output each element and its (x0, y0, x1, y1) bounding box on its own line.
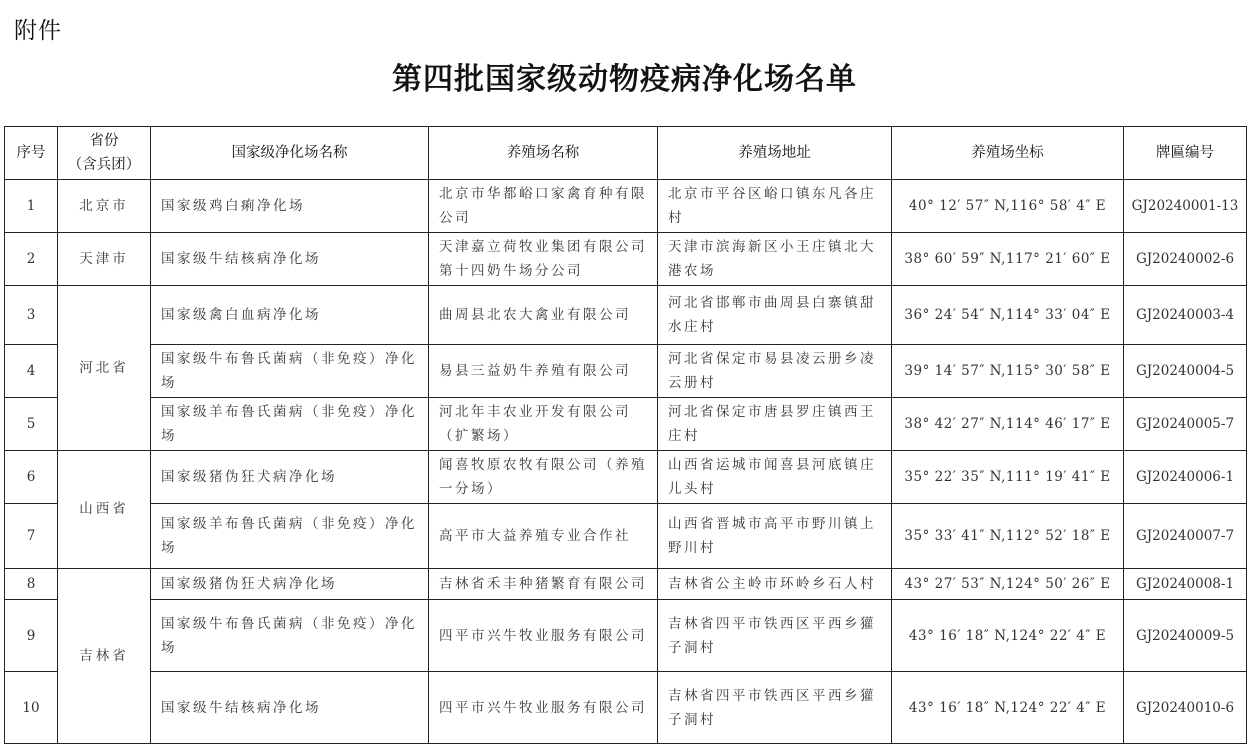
address-cell: 天津市滨海新区小王庄镇北大港农场 (658, 233, 892, 286)
coordinates-cell: 43° 16′ 18″ N,124° 22′ 4″ E (892, 600, 1124, 672)
table-row (5, 345, 1247, 398)
plate-no-cell: GJ20240006-1 (1124, 451, 1247, 504)
coordinates-cell: 43° 27′ 53″ N,124° 50′ 26″ E (892, 569, 1124, 600)
coordinates-cell: 35° 33′ 41″ N,112° 52′ 18″ E (892, 504, 1124, 569)
farm-title-cell: 国家级猪伪狂犬病净化场 (151, 451, 429, 504)
province-cell: 吉林省 (58, 569, 151, 744)
plate-no-cell: GJ20240004-5 (1124, 345, 1247, 398)
coordinates-cell: 38° 42′ 27″ N,114° 46′ 17″ E (892, 398, 1124, 451)
table-row (5, 180, 1247, 233)
farm-title-cell: 国家级牛布鲁氏菌病（非免疫）净化场 (151, 600, 429, 672)
coordinates-cell: 43° 16′ 18″ N,124° 22′ 4″ E (892, 672, 1124, 744)
address-cell: 山西省运城市闻喜县河底镇庄儿头村 (658, 451, 892, 504)
header-province (58, 127, 151, 180)
farm-title-cell: 国家级牛结核病净化场 (151, 672, 429, 744)
row-index: 4 (5, 345, 58, 398)
plate-no-cell: GJ20240007-7 (1124, 504, 1247, 569)
address-cell: 河北省邯郸市曲周县白寨镇甜水庄村 (658, 286, 892, 345)
province-cell: 河北省 (58, 286, 151, 451)
row-index: 9 (5, 600, 58, 672)
row-index: 5 (5, 398, 58, 451)
address-cell: 吉林省公主岭市环岭乡石人村 (658, 569, 892, 600)
province-cell: 天津市 (58, 233, 151, 286)
farm-name-cell: 天津嘉立荷牧业集团有限公司第十四奶牛场分公司 (429, 233, 658, 286)
farm-title-cell: 国家级羊布鲁氏菌病（非免疫）净化场 (151, 398, 429, 451)
plate-no-cell: GJ20240003-4 (1124, 286, 1247, 345)
table-row (5, 504, 1247, 569)
table-row (5, 600, 1247, 672)
farm-name-cell: 吉林省禾丰种猪繁育有限公司 (429, 569, 658, 600)
farm-title-cell: 国家级牛结核病净化场 (151, 233, 429, 286)
farm-name-cell: 四平市兴牛牧业服务有限公司 (429, 672, 658, 744)
header-coordinates: 养殖场坐标 (892, 127, 1124, 180)
header-province-line1: 省份 (89, 133, 119, 149)
purification-farm-table (4, 126, 1247, 744)
farm-title-cell: 国家级羊布鲁氏菌病（非免疫）净化场 (151, 504, 429, 569)
address-cell: 吉林省四平市铁西区平西乡獾子洞村 (658, 672, 892, 744)
farm-title-cell: 国家级牛布鲁氏菌病（非免疫）净化场 (151, 345, 429, 398)
header-plate-no: 牌匾编号 (1124, 127, 1247, 180)
farm-name-cell: 闻喜牧原农牧有限公司（养殖一分场） (429, 451, 658, 504)
attachment-label: 附件 (14, 18, 62, 44)
address-cell: 吉林省四平市铁西区平西乡獾子洞村 (658, 600, 892, 672)
row-index: 1 (5, 180, 58, 233)
table-row (5, 398, 1247, 451)
address-cell: 山西省晋城市高平市野川镇上野川村 (658, 504, 892, 569)
header-farm-name: 养殖场名称 (429, 127, 658, 180)
header-index: 序号 (5, 127, 58, 180)
plate-no-cell: GJ20240008-1 (1124, 569, 1247, 600)
farm-name-cell: 四平市兴牛牧业服务有限公司 (429, 600, 658, 672)
row-index: 8 (5, 569, 58, 600)
address-cell: 河北省保定市易县凌云册乡凌云册村 (658, 345, 892, 398)
coordinates-cell: 35° 22′ 35″ N,111° 19′ 41″ E (892, 451, 1124, 504)
coordinates-cell: 36° 24′ 54″ N,114° 33′ 04″ E (892, 286, 1124, 345)
farm-title-cell: 国家级猪伪狂犬病净化场 (151, 569, 429, 600)
header-province-line2: （含兵团） (67, 157, 141, 173)
document-title: 第四批国家级动物疫病净化场名单 (392, 62, 857, 97)
province-cell: 北京市 (58, 180, 151, 233)
table-header-row (5, 127, 1247, 180)
row-index: 7 (5, 504, 58, 569)
plate-no-cell: GJ20240002-6 (1124, 233, 1247, 286)
address-cell: 北京市平谷区峪口镇东凡各庄村 (658, 180, 892, 233)
province-cell: 山西省 (58, 451, 151, 569)
coordinates-cell: 40° 12′ 57″ N,116° 58′ 4″ E (892, 180, 1124, 233)
coordinates-cell: 38° 60′ 59″ N,117° 21′ 60″ E (892, 233, 1124, 286)
farm-name-cell: 高平市大益养殖专业合作社 (429, 504, 658, 569)
header-farm-title: 国家级净化场名称 (151, 127, 429, 180)
table-row (5, 451, 1247, 504)
farm-name-cell: 北京市华都峪口家禽育种有限公司 (429, 180, 658, 233)
header-address: 养殖场地址 (658, 127, 892, 180)
row-index: 2 (5, 233, 58, 286)
farm-name-cell: 易县三益奶牛养殖有限公司 (429, 345, 658, 398)
table-row (5, 672, 1247, 744)
row-index: 3 (5, 286, 58, 345)
plate-no-cell: GJ20240005-7 (1124, 398, 1247, 451)
row-index: 10 (5, 672, 58, 744)
farm-title-cell: 国家级禽白血病净化场 (151, 286, 429, 345)
farm-name-cell: 河北年丰农业开发有限公司（扩繁场） (429, 398, 658, 451)
table-row (5, 233, 1247, 286)
table-row (5, 286, 1247, 345)
row-index: 6 (5, 451, 58, 504)
plate-no-cell: GJ20240009-5 (1124, 600, 1247, 672)
coordinates-cell: 39° 14′ 57″ N,115° 30′ 58″ E (892, 345, 1124, 398)
plate-no-cell: GJ20240001-13 (1124, 180, 1247, 233)
table-row (5, 569, 1247, 600)
plate-no-cell: GJ20240010-6 (1124, 672, 1247, 744)
farm-title-cell: 国家级鸡白痢净化场 (151, 180, 429, 233)
farm-name-cell: 曲周县北农大禽业有限公司 (429, 286, 658, 345)
address-cell: 河北省保定市唐县罗庄镇西王庄村 (658, 398, 892, 451)
